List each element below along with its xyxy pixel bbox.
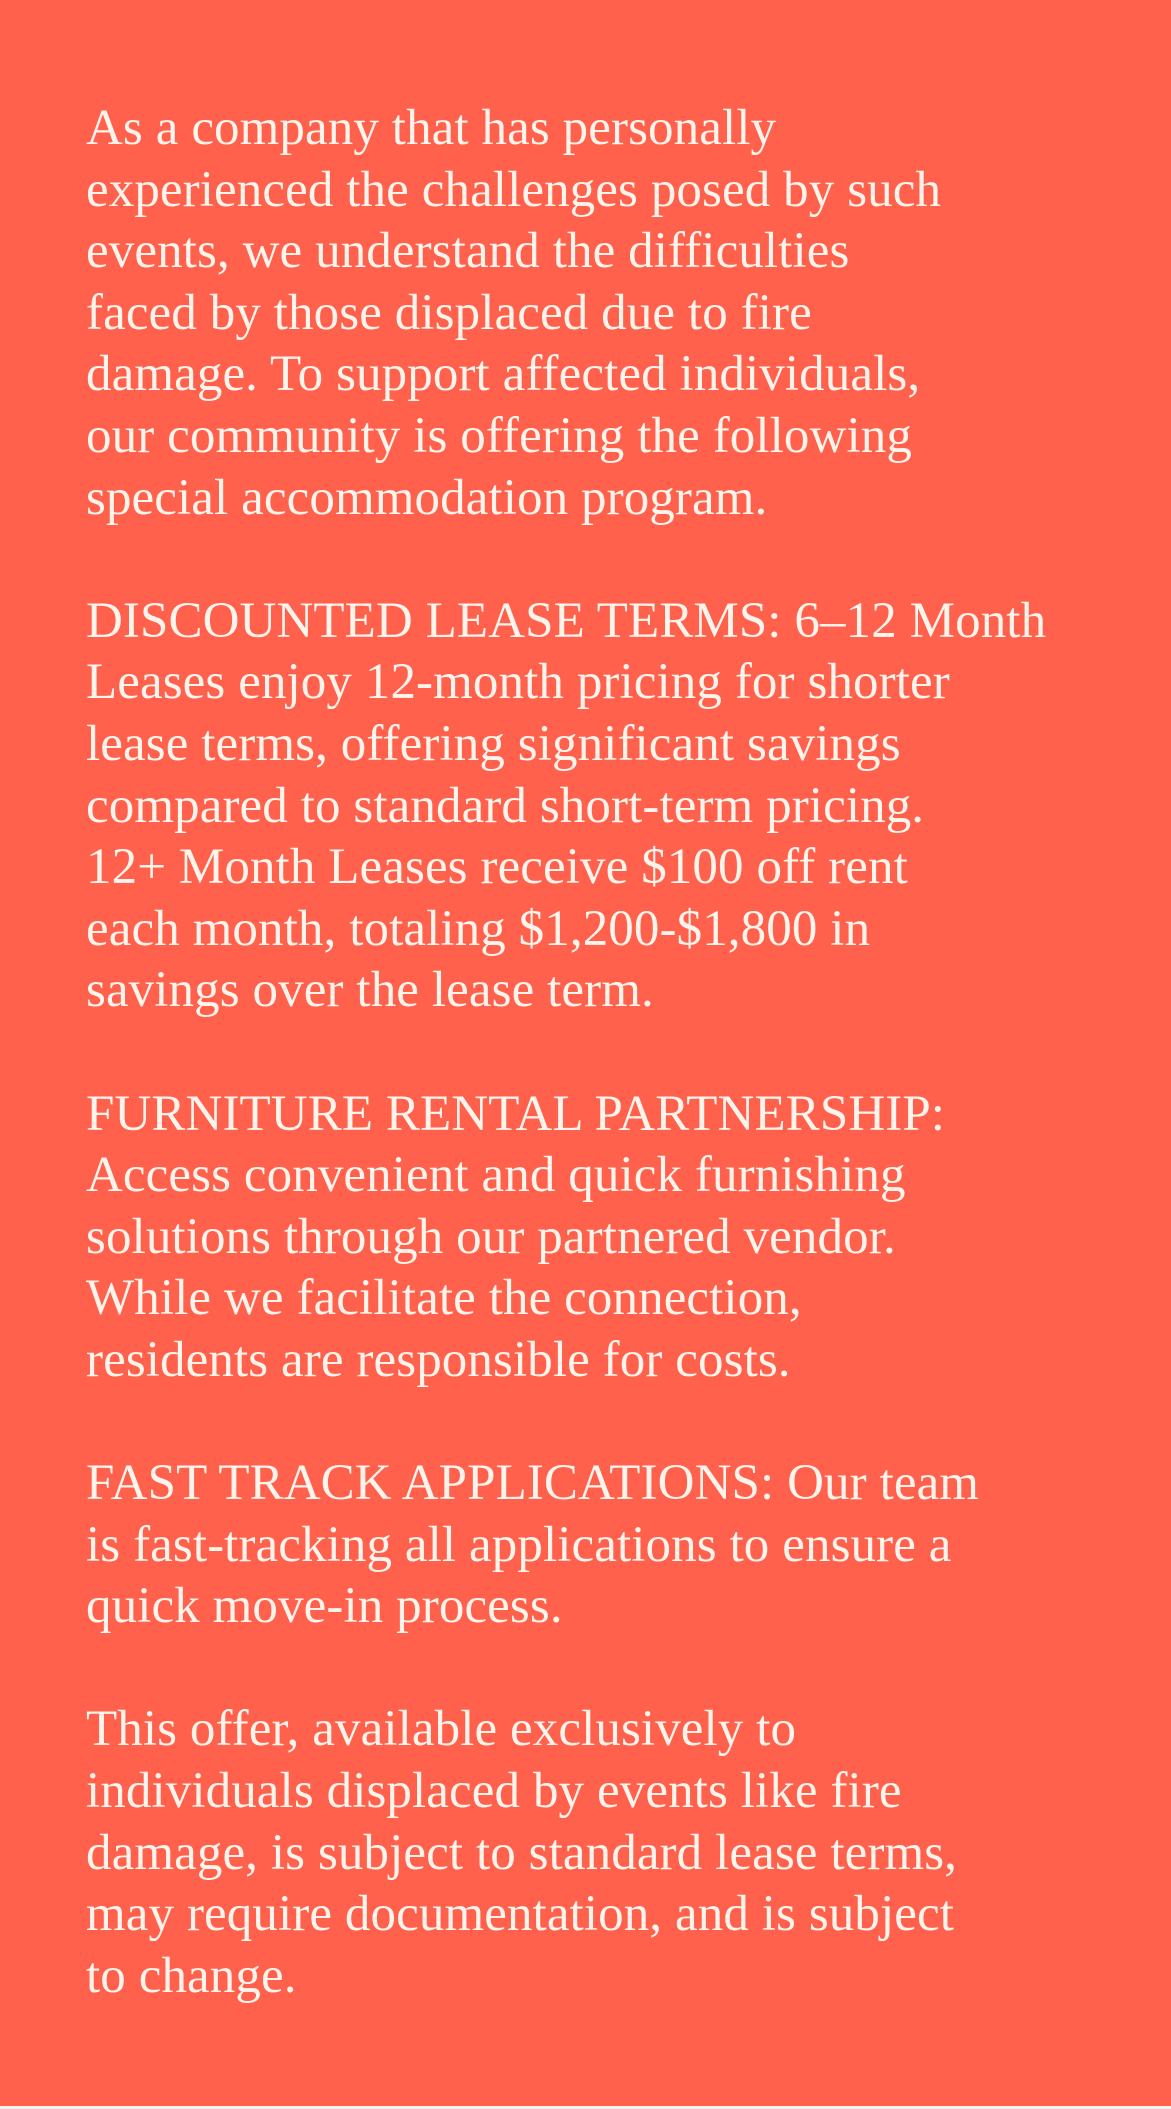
offer-text-block bbox=[86, 98, 1096, 2007]
discounted-lease-paragraph bbox=[86, 591, 1096, 1022]
intro-paragraph bbox=[86, 98, 1096, 529]
fast-track-text: Our team is fast-tracking all applications to ensure a quick move-in process. bbox=[86, 1455, 980, 1635]
disclaimer-paragraph bbox=[86, 1699, 1096, 2007]
furniture-rental-heading: FURNITURE RENTAL PARTNERSHIP: bbox=[86, 1085, 946, 1142]
intro-text: As a company that has personally experienced the challenges posed by such events, we understand the difficulties faced by those displaced due to fire damage. To support affected individuals, our community is offering the following special accommodation program. bbox=[86, 100, 942, 526]
disclaimer-text: This offer, available exclusively to individuals displaced by events like fire damage, is subject to standard lease terms, may require documentation, and is subject to change. bbox=[86, 1701, 958, 2004]
furniture-rental-paragraph bbox=[86, 1084, 1096, 1392]
fast-track-paragraph bbox=[86, 1453, 1096, 1638]
discounted-lease-heading: DISCOUNTED LEASE TERMS: bbox=[86, 592, 782, 649]
furniture-rental-text: Access convenient and quick furnishing solutions through our partnered vendor. While we facilitate the connection, residents are responsible for costs. bbox=[86, 1147, 906, 1388]
fast-track-heading: FAST TRACK APPLICATIONS: bbox=[86, 1455, 775, 1512]
discounted-lease-text: 6–12 Month Leases enjoy 12-month pricing for shorter lease terms, offering significant savings compared to standard short-term pricing. 12+ Month Leases receive $100 off rent each month, totaling $1,200-$1,800 in savings over the lease term. bbox=[86, 592, 1047, 1019]
